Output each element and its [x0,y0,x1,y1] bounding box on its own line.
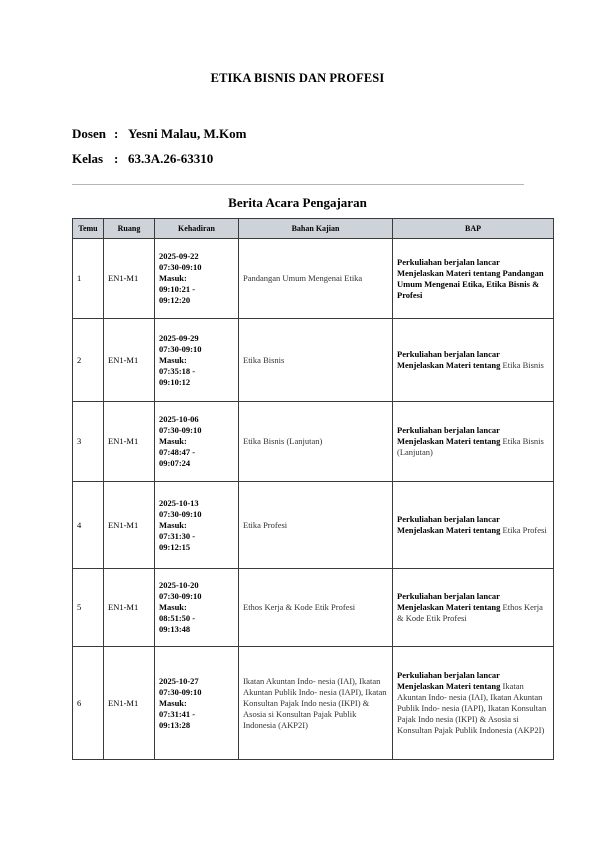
bap-prefix: Menjelaskan Materi tentang [397,681,501,691]
table-row [73,569,554,647]
bap-prefix: Menjelaskan Materi tentang [397,436,501,446]
dosen-separator: : [114,126,119,141]
bap-prefix: Menjelaskan Materi tentang [397,360,501,370]
cell-bahan-kajian: Etika Profesi [239,482,393,569]
cell-bahan-kajian: Etika Bisnis (Lanjutan) [239,402,393,482]
cell-bap [393,239,554,319]
bap-materi: Ethos Kerja & Kode Etik Profesi [397,602,543,623]
cell-kehadiran: 2025-09-29 07:30-09:10 Masuk: 07:35:18 - 09:10:12 [155,319,239,402]
header-temu: Temu [73,219,104,239]
bap-status: Perkuliahan berjalan lancar [397,670,500,680]
table-row [73,647,554,760]
table-body [73,239,554,760]
bap-status: Perkuliahan berjalan lancar [397,349,500,359]
document-title: ETIKA BISNIS DAN PROFESI [210,71,385,85]
cell-bap [393,569,554,647]
dosen-value: Yesni Malau, M.Kom [128,126,247,141]
cell-kehadiran: 2025-09-22 07:30-09:10 Masuk: 09:10:21 - 09:12:20 [155,239,239,319]
bap-status: Perkuliahan berjalan lancar [397,256,500,267]
cell-ruang: EN1-M1 [104,482,155,569]
cell-bap [393,319,554,402]
cell-kehadiran: 2025-10-20 07:30-09:10 Masuk: 08:51:50 - 09:13:48 [155,569,239,647]
bap-table [72,218,554,760]
table-row [73,319,554,402]
kelas-value: 63.3A.26-63310 [128,151,214,166]
cell-temu: 3 [73,402,104,482]
header-bap: BAP [393,219,554,239]
cell-temu: 5 [73,569,104,647]
cell-temu: 1 [73,239,104,319]
bap-materi: Etika Profesi [502,525,547,535]
cell-kehadiran: 2025-10-13 07:30-09:10 Masuk: 07:31:30 - 09:12:15 [155,482,239,569]
cell-temu: 6 [73,647,104,760]
cell-ruang: EN1-M1 [104,569,155,647]
bap-prefix: Menjelaskan Materi tentang [397,267,501,278]
bap-materi: Etika Bisnis (Lanjutan) [397,436,544,457]
bap-status: Perkuliahan berjalan lancar [397,425,500,435]
table-row [73,239,554,319]
cell-ruang: EN1-M1 [104,319,155,402]
dosen-label: Dosen [72,126,106,141]
cell-bap [393,647,554,760]
cell-bahan-kajian: Pandangan Umum Mengenai Etika [239,239,393,319]
cell-bap [393,482,554,569]
header-bahan-kajian: Bahan Kajian [239,219,393,239]
kelas-separator: : [114,151,119,166]
divider [72,184,524,185]
dosen-info [72,126,246,142]
cell-ruang: EN1-M1 [104,647,155,760]
table-row [73,482,554,569]
table-header-row [73,219,554,239]
cell-kehadiran: 2025-10-06 07:30-09:10 Masuk: 07:48:47 - 09:07:24 [155,402,239,482]
header-ruang: Ruang [104,219,155,239]
bap-prefix: Menjelaskan Materi tentang [397,525,501,535]
kelas-info [72,151,213,167]
cell-bap [393,402,554,482]
header-kehadiran: Kehadiran [155,219,239,239]
bap-status: Perkuliahan berjalan lancar [397,591,500,601]
kelas-label: Kelas [72,151,104,166]
cell-temu: 2 [73,319,104,402]
bap-materi: Etika Bisnis [502,360,544,370]
cell-ruang: EN1-M1 [104,402,155,482]
cell-ruang: EN1-M1 [104,239,155,319]
bap-status: Perkuliahan berjalan lancar [397,514,500,524]
bap-prefix: Menjelaskan Materi tentang [397,602,501,612]
cell-bahan-kajian: Ethos Kerja & Kode Etik Profesi [239,569,393,647]
table-row [73,402,554,482]
cell-kehadiran: 2025-10-27 07:30-09:10 Masuk: 07:31:41 - 09:13:28 [155,647,239,760]
cell-bahan-kajian: Etika Bisnis [239,319,393,402]
cell-bahan-kajian: Ikatan Akuntan Indo- nesia (IAI), Ikatan Akuntan Publik Indo- nesia (IAPI), Ikatan Konsultan Pajak Indo nesia (IKPI) & Asosia si Konsultan Pajak Publik Indonesia (AKP2I) [239,647,393,760]
section-title: Berita Acara Pengajaran [228,195,367,210]
bap-materi: Pandangan Umum Mengenai Etika, Etika Bisnis & Profesi [397,267,544,300]
bap-materi: Ikatan Akuntan Indo- nesia (IAI), Ikatan Akuntan Publik Indo- nesia (IAPI), Ikatan Konsultan Pajak Indo nesia (IKPI) & Asosia si Konsultan Pajak Publik Indonesia (AKP2I) [397,681,547,735]
cell-temu: 4 [73,482,104,569]
